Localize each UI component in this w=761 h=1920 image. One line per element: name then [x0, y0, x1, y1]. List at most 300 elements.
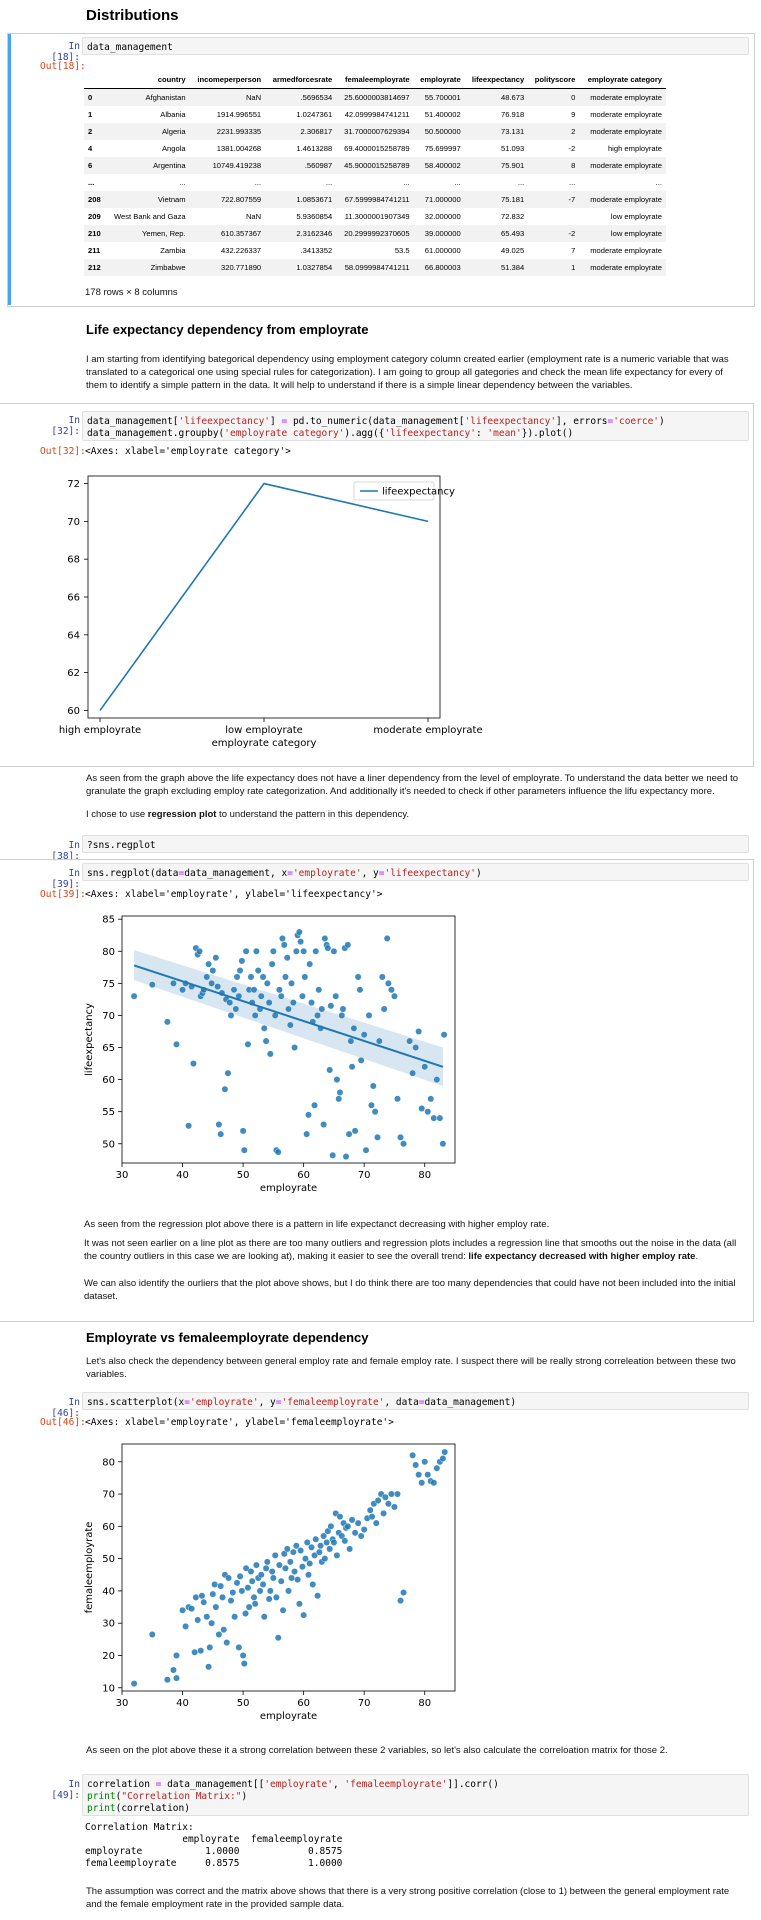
scatter-point	[379, 974, 385, 980]
scatter-point	[191, 1649, 197, 1655]
scatter-point	[422, 1459, 428, 1465]
scatter-point	[368, 1102, 374, 1108]
scatter-point	[241, 1147, 247, 1153]
table-row-index: 4	[88, 144, 93, 153]
scatter-point	[380, 1510, 386, 1516]
scatter-point	[272, 1552, 278, 1558]
table-cell: ...	[254, 178, 262, 187]
scatter-point	[310, 1581, 316, 1587]
code-token: , y	[258, 1397, 276, 1408]
cell-32-output-text: <Axes: xlabel='employrate category'>	[85, 446, 291, 457]
code-token: ], errors	[556, 416, 608, 427]
scatter-point	[333, 993, 339, 999]
dataframe-shape-footer: 178 rows × 8 columns	[85, 287, 178, 298]
cell-49-code-editor[interactable]	[82, 1774, 749, 1816]
scatter-point	[230, 1589, 236, 1595]
cell-49-in-prompt: In [49]:	[51, 1779, 80, 1801]
x-tick-label: 50	[236, 1698, 250, 1709]
scatter-point	[388, 1491, 394, 1497]
x-tick-label: 50	[236, 1170, 250, 1181]
code-string: 'employrate'	[264, 1779, 333, 1790]
scatter-point	[352, 1530, 358, 1536]
legend-label: lifeexpectancy	[382, 486, 455, 498]
table-cell: 75.181	[500, 195, 525, 204]
table-cell: 10749.419238	[212, 161, 262, 170]
x-axis-label: employrate category	[211, 738, 317, 749]
scatter-point	[331, 1539, 337, 1545]
scatter-point	[442, 1449, 448, 1455]
scatter-point	[349, 1517, 355, 1523]
scatter-point	[228, 1012, 234, 1018]
x-tick-label: 30	[115, 1170, 129, 1181]
table-cell: 2.3162346	[296, 229, 333, 238]
table-column-header: armedforcesrate	[265, 71, 336, 89]
scatter-plot-employrate-femaleemployrate	[80, 1436, 460, 1726]
code-token: )	[659, 416, 665, 427]
scatter-point	[296, 929, 302, 935]
cell-18-in-prompt: In [18]:	[51, 41, 80, 63]
scatter-point	[406, 1038, 412, 1044]
x-tick-label: low employrate	[225, 725, 303, 736]
table-index-header	[84, 71, 106, 89]
table-cell: .3413352	[300, 246, 333, 255]
scatter-point	[287, 1022, 293, 1028]
scatter-point	[179, 987, 185, 993]
y-tick-label: 65	[102, 1043, 115, 1055]
table-column-header: lifeexpectancy	[465, 71, 529, 89]
scatter-point	[388, 987, 394, 993]
scatter-point	[376, 1038, 382, 1044]
section-title-employrate-vs-female: Employrate vs femaleemployrate dependency	[86, 1330, 369, 1345]
code-keyword: print	[87, 1803, 116, 1814]
scatter-point	[266, 1596, 272, 1602]
cell-46-in-prompt: In [46]:	[51, 1397, 80, 1419]
scatter-point	[305, 1112, 311, 1118]
scatter-point	[425, 1108, 431, 1114]
scatter-point	[225, 1575, 231, 1581]
scatter-point	[391, 993, 397, 999]
code-operator: =	[155, 1779, 162, 1790]
scatter-point	[282, 974, 288, 980]
scatter-point	[237, 1573, 243, 1579]
table-cell: 9	[571, 110, 576, 119]
code-token: (correlation)	[115, 1803, 190, 1814]
scatter-point	[231, 987, 237, 993]
table-cell: 51.400002	[424, 110, 461, 119]
scatter-point	[346, 1131, 352, 1137]
scatter-point	[270, 1575, 276, 1581]
scatter-point	[264, 980, 270, 986]
code-token: data_management.groupby(	[87, 428, 225, 439]
scatter-point	[170, 980, 176, 986]
scatter-point	[185, 1123, 191, 1129]
table-cell: 42.0999984741211	[344, 110, 410, 119]
scatter-point	[367, 1507, 373, 1513]
scatter-point	[241, 1660, 247, 1666]
scatter-point	[251, 987, 257, 993]
scatter-point	[239, 1588, 245, 1594]
scatter-point	[224, 1639, 230, 1645]
cell-39-in-prompt: In [39]:	[51, 868, 80, 890]
scatter-point	[246, 1604, 252, 1610]
code-operator: =	[281, 416, 288, 427]
scatter-point	[242, 1610, 248, 1616]
table-column-header: polityscore	[528, 71, 579, 89]
code-token: ).agg({	[344, 428, 385, 439]
scatter-point	[276, 1562, 282, 1568]
table-cell: 1381.004268	[216, 144, 262, 153]
code-token: correlation	[87, 1779, 156, 1790]
scatter-point	[441, 1031, 447, 1037]
scatter-point	[370, 1083, 376, 1089]
scatter-point	[394, 1491, 400, 1497]
code-string: 'lifeexpectancy'	[384, 428, 476, 439]
scatter-point	[208, 1620, 214, 1626]
y-tick-label: 85	[102, 914, 115, 926]
table-cell: 1.0247361	[296, 110, 333, 119]
y-tick-label: 55	[102, 1107, 115, 1119]
scatter-point	[440, 1455, 446, 1461]
y-tick-label: 70	[67, 516, 80, 528]
cell-39-output-text: <Axes: xlabel='employrate', ylabel='lifeexpectancy'>	[85, 889, 383, 900]
scatter-point	[199, 1593, 205, 1599]
scatter-point	[317, 1543, 323, 1549]
x-tick-label: 60	[297, 1698, 311, 1709]
scatter-point	[266, 999, 272, 1005]
scatter-point	[375, 1497, 381, 1503]
code-token: data_management)	[424, 1397, 517, 1408]
table-cell: 49.025	[500, 246, 525, 255]
table-row	[84, 225, 666, 242]
cell-39-out-prompt: Out[39]:	[40, 889, 86, 900]
scatter-point	[198, 1647, 204, 1653]
line-chart-lifeexpectancy-by-category	[40, 468, 483, 753]
y-tick-label: 50	[102, 1554, 115, 1566]
scatter-point	[287, 1559, 293, 1565]
cell-18-out-prompt: Out[18]:	[40, 61, 86, 72]
table-cell: moderate employrate	[590, 263, 662, 272]
scatter-point	[313, 948, 319, 954]
scatter-point	[149, 981, 155, 987]
table-cell: 0	[571, 93, 576, 102]
text-span: .	[695, 1251, 699, 1263]
scatter-point	[343, 1153, 349, 1159]
code-string: 'employrate category'	[224, 428, 345, 439]
cell-38-code: ?sns.regplot	[87, 840, 156, 851]
table-column-header: employrate	[414, 71, 465, 89]
cell-18-code-editor[interactable]	[82, 37, 749, 55]
y-axis-label: femaleemployrate	[84, 1521, 95, 1614]
scatter-point	[284, 955, 290, 961]
code-token: (	[115, 1791, 122, 1802]
scatter-point	[279, 935, 285, 941]
scatter-point	[282, 1565, 288, 1571]
x-tick-label: 70	[357, 1170, 371, 1181]
y-axis-label: lifeexpectancy	[84, 1003, 95, 1076]
scatter-point	[342, 1538, 348, 1544]
table-cell: Yemen, Rep.	[141, 229, 186, 238]
scatter-point	[348, 1038, 354, 1044]
code-token: , data	[384, 1397, 419, 1408]
scatter-point	[204, 1614, 210, 1620]
code-string: 'lifeexpectancy'	[464, 416, 557, 427]
scatter-point	[288, 980, 294, 986]
cell-38-code-editor[interactable]	[82, 835, 749, 853]
scatter-point	[253, 948, 259, 954]
scatter-point	[216, 1121, 222, 1127]
scatter-point	[217, 1131, 223, 1137]
scatter-point	[302, 974, 308, 980]
scatter-point	[299, 993, 305, 999]
table-cell: 39.000000	[424, 229, 461, 238]
table-row	[84, 89, 666, 107]
scatter-point	[428, 1096, 434, 1102]
x-tick-label: 40	[176, 1170, 189, 1181]
scatter-point	[322, 1555, 328, 1561]
table-cell: 58.400002	[424, 161, 461, 170]
table-cell: -7	[568, 195, 576, 204]
y-tick-label: 66	[67, 592, 80, 604]
scatter-point	[385, 1501, 391, 1507]
scatter-point	[345, 942, 351, 948]
table-cell: ...	[454, 178, 461, 187]
code-operator: =	[378, 868, 385, 879]
y-tick-label: 50	[102, 1139, 115, 1151]
table-cell: ...	[517, 178, 525, 187]
code-operator: =	[184, 1397, 190, 1408]
table-cell: moderate employrate	[590, 127, 662, 136]
x-tick-label: 80	[418, 1170, 432, 1181]
y-tick-label: 70	[102, 1489, 115, 1501]
scatter-point	[263, 1565, 269, 1571]
y-tick-label: 60	[102, 1521, 115, 1533]
scatter-point	[334, 1552, 340, 1558]
table-row	[84, 140, 666, 157]
table-cell: ...	[568, 178, 576, 187]
scatter-point	[280, 1607, 286, 1613]
scatter-point	[297, 938, 303, 944]
y-tick-label: 60	[67, 705, 80, 717]
scatter-point	[294, 1576, 300, 1582]
scatter-point	[337, 1089, 343, 1095]
table-cell: 61.000000	[424, 246, 461, 255]
scatter-point	[267, 1588, 273, 1594]
table-row	[84, 157, 666, 174]
table-cell: 45.9000015258789	[344, 161, 410, 170]
scatter-point	[397, 1597, 403, 1603]
table-cell: 31.7000007629394	[344, 127, 410, 136]
y-tick-label: 72	[67, 479, 80, 491]
table-cell: 7	[571, 246, 576, 255]
scatter-point	[248, 1568, 254, 1574]
scatter-point	[288, 1575, 294, 1581]
regression-explanation-text	[84, 1237, 749, 1263]
scatter-point	[290, 999, 296, 1005]
table-cell: ...	[179, 178, 186, 187]
regression-plot-employrate-lifeexpectancy	[80, 908, 460, 1198]
scatter-point	[194, 1617, 200, 1623]
table-row-index: ...	[88, 178, 95, 187]
scatter-point	[431, 1480, 437, 1486]
scatter-point	[313, 1536, 319, 1542]
y-tick-label: 64	[67, 630, 80, 642]
scatter-point	[373, 1520, 379, 1526]
cell-46-code-editor[interactable]	[82, 1392, 749, 1410]
scatter-point	[269, 1568, 275, 1574]
code-operator: =	[287, 868, 293, 879]
scatter-point	[363, 1147, 369, 1153]
table-cell: 5.9360854	[296, 212, 333, 221]
scatter-point	[346, 1546, 352, 1552]
scatter-point	[263, 1038, 269, 1044]
table-column-header: femaleemployrate	[336, 71, 413, 89]
scatter-point	[409, 1070, 415, 1076]
scatter-point	[264, 1559, 270, 1565]
table-cell: 53.5	[394, 246, 410, 255]
code-token: )	[476, 868, 482, 879]
table-cell: 32.000000	[424, 212, 461, 221]
scatter-point	[316, 987, 322, 993]
scatter-point	[278, 1578, 284, 1584]
table-cell: moderate employrate	[590, 93, 662, 102]
scatter-point	[358, 1533, 364, 1539]
scatter-point	[355, 1520, 361, 1526]
outliers-text: We can also identify the ourliers that the plot above shows, but I do think there are too many dependencies that could have not been included into the initial dataset.	[84, 1278, 736, 1303]
code-token: ,	[332, 1779, 345, 1790]
scatter-point	[369, 1513, 375, 1519]
y-tick-label: 70	[102, 1010, 115, 1022]
table-cell: 1	[571, 263, 576, 272]
scatter-point	[164, 1019, 170, 1025]
table-cell: ...	[655, 178, 662, 187]
scatter-point	[352, 1128, 358, 1134]
scatter-point	[240, 1652, 246, 1658]
table-row-index: 210	[88, 229, 101, 238]
scatter-point	[207, 1644, 213, 1650]
scatter-point	[305, 1572, 311, 1578]
table-cell: 2.306817	[300, 127, 333, 136]
scatter-point	[190, 1060, 196, 1066]
code-token: data_management[[	[161, 1779, 265, 1790]
scatter-point	[285, 1588, 291, 1594]
table-cell: 51.093	[500, 144, 525, 153]
scatter-point	[361, 1526, 367, 1532]
scatter-point	[314, 1593, 320, 1599]
scatter-point	[409, 1452, 415, 1458]
scatter-point	[234, 974, 240, 980]
scatter-point	[173, 1041, 179, 1047]
scatter-point	[214, 983, 220, 989]
text-span: I chose to use	[86, 809, 148, 820]
table-cell: 55.700001	[424, 93, 461, 102]
scatter-point	[261, 1025, 267, 1031]
scatter-point	[412, 1044, 418, 1050]
scatter-point	[300, 948, 306, 954]
scatter-point	[326, 1546, 332, 1552]
scatter-point	[275, 1635, 281, 1641]
cell-18-code: data_management	[87, 42, 173, 53]
scatter-point	[234, 1580, 240, 1586]
scatter-point	[208, 980, 214, 986]
table-cell: low employrate	[610, 229, 662, 238]
scatter-point	[412, 1462, 418, 1468]
scatter-point	[361, 1031, 367, 1037]
code-token: ]].corr()	[447, 1779, 499, 1790]
code-token: }).plot()	[521, 428, 574, 439]
code-string: 'femaleemployrate'	[344, 1779, 448, 1790]
scatter-point	[217, 1583, 223, 1589]
regression-interpretation-text: As seen from the regression plot above there is a pattern in life expectanct decreasing with higher employ rate.	[84, 1219, 550, 1230]
scatter-point	[345, 1523, 351, 1529]
scatter-point	[258, 993, 264, 999]
table-cell: 75.699997	[424, 144, 461, 153]
scatter-point	[422, 1064, 428, 1070]
table-cell: Algeria	[161, 127, 186, 136]
scatter-point	[278, 993, 284, 999]
code-token: )	[241, 1791, 248, 1802]
table-cell: low employrate	[610, 212, 662, 221]
scatter-point	[221, 1626, 227, 1632]
scatter-point	[248, 974, 254, 980]
life-expectancy-intro-text: I am starting from identifying bategorical dependency using employment category column created earlier (employment rate is a numeric variable that was translated to a categorical one using special rules for categorization). I am going to group all gategories and check the mean life expectancy for every of them to identify a simple pattern in the data. It will help to understand if there is a simple linear dependency between the variables.	[86, 354, 729, 392]
table-row-index: 211	[88, 246, 101, 255]
table-cell: 1914.996551	[216, 110, 262, 119]
scatter-point	[415, 1471, 421, 1477]
scatter-point	[311, 1102, 317, 1108]
table-row	[84, 174, 666, 191]
scatter-point	[210, 967, 216, 973]
table-cell: ...	[325, 178, 333, 187]
cell-32-code-editor[interactable]	[82, 411, 749, 441]
scatter-point	[308, 999, 314, 1005]
table-row	[84, 242, 666, 259]
code-string: 'mean'	[487, 428, 522, 439]
scatter-point	[297, 1547, 303, 1553]
table-cell: moderate employrate	[590, 110, 662, 119]
scatter-point	[243, 948, 249, 954]
table-row-index: 1	[88, 110, 93, 119]
scatter-point	[331, 948, 337, 954]
x-axis-label: employrate	[259, 1711, 318, 1722]
scatter-point	[415, 1028, 421, 1034]
table-column-header: country	[106, 71, 190, 89]
scatter-point	[325, 945, 331, 951]
scatter-point	[170, 1667, 176, 1673]
table-cell: 1.4613288	[296, 144, 333, 153]
scatter-point	[258, 1572, 264, 1578]
scatter-point	[253, 1562, 259, 1568]
x-tick-label: 40	[176, 1698, 189, 1709]
scatter-point	[222, 1086, 228, 1092]
scatter-point	[173, 1652, 179, 1658]
table-row	[84, 259, 666, 276]
table-cell: 69.4000015258789	[344, 144, 410, 153]
table-cell: high employrate	[607, 144, 662, 153]
table-cell: 610.357367	[221, 229, 262, 238]
scatter-point	[260, 974, 266, 980]
scatter-point	[285, 1006, 291, 1012]
table-cell: moderate employrate	[590, 246, 662, 255]
x-tick-label: 80	[418, 1698, 432, 1709]
scatter-point	[306, 1560, 312, 1566]
scatter-point	[303, 1131, 309, 1137]
table-cell: 67.5999984741211	[344, 195, 410, 204]
table-row-index: 2	[88, 127, 93, 136]
cell-39-code-editor[interactable]	[82, 863, 749, 881]
scatter-point	[308, 1544, 314, 1550]
scatter-point	[326, 1067, 332, 1073]
scatter-point	[225, 1070, 231, 1076]
